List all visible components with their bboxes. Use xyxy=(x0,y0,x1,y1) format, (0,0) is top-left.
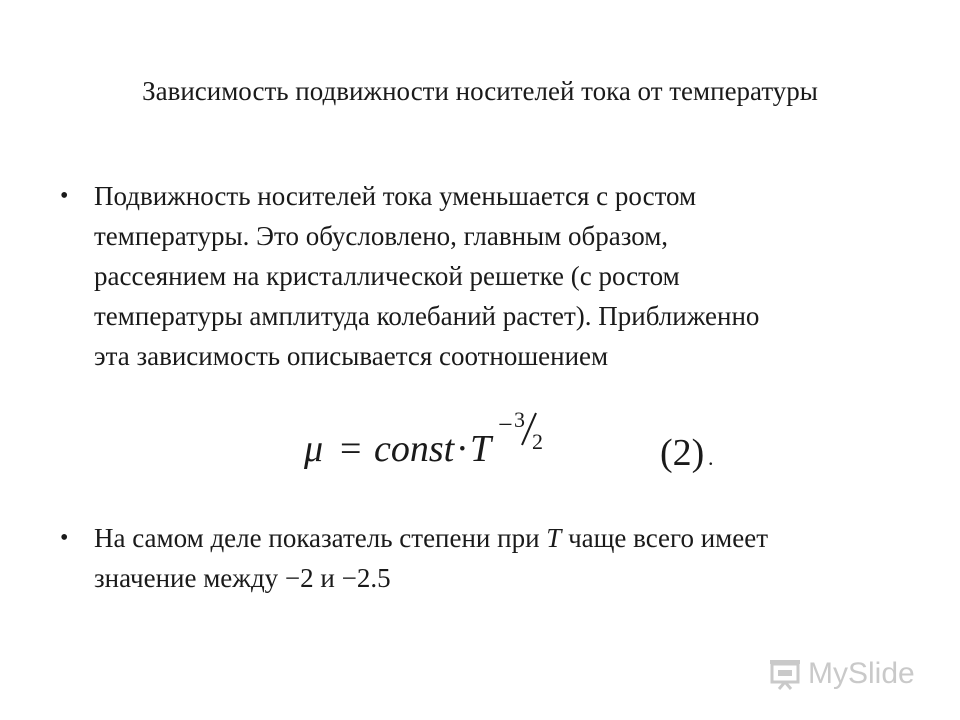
bullet-1-line-2: температуры. Это обусловлено, главным образом, xyxy=(94,221,669,251)
bullet-2-line-2: значение между −2 и −2.5 xyxy=(94,563,391,593)
projector-screen-icon xyxy=(768,658,802,690)
watermark xyxy=(768,654,915,694)
bullet-marker: • xyxy=(60,525,69,551)
formula-equals: = xyxy=(340,428,362,470)
bullet-item-1 xyxy=(60,176,910,376)
formula-svg xyxy=(300,405,740,485)
formula-T: T xyxy=(470,428,492,470)
bullet-1-line-1: Подвижность носителей тока уменьшается с ростом xyxy=(94,181,697,211)
formula-number: (2) xyxy=(660,432,705,474)
bullet-2-line-1-before: На самом деле показатель степени при xyxy=(94,523,547,553)
formula-const: const xyxy=(374,428,455,470)
bullet-1-line-4: температуры амплитуда колебаний растет). Приближенно xyxy=(94,301,760,331)
formula-dot: · xyxy=(456,428,469,470)
mobility-formula xyxy=(300,405,740,485)
bullet-2-variable-T: T xyxy=(546,523,562,553)
formula-mu: μ xyxy=(304,428,324,470)
bullet-1-line-5: эта зависимость описывается соотношением xyxy=(94,341,609,371)
formula-period: . xyxy=(708,445,714,470)
formula-exp-numerator: 3 xyxy=(514,407,525,432)
bullet-marker: • xyxy=(60,183,69,209)
bullet-item-2 xyxy=(60,518,910,598)
bullet-2-line-1-after: чаще всего имеет xyxy=(561,523,768,553)
bullet-text-2 xyxy=(94,518,910,598)
bullet-2-line-1 xyxy=(94,518,910,558)
bullet-1-line-3: рассеянием на кристаллической решетке (с ростом xyxy=(94,261,680,291)
formula-exp-denominator: 2 xyxy=(532,429,543,454)
bullet-text-1 xyxy=(94,176,910,376)
watermark-text: MySlide xyxy=(808,657,915,690)
formula-exp-minus: − xyxy=(498,410,513,439)
slide-title: Зависимость подвижности носителей тока от температуры xyxy=(142,76,818,106)
